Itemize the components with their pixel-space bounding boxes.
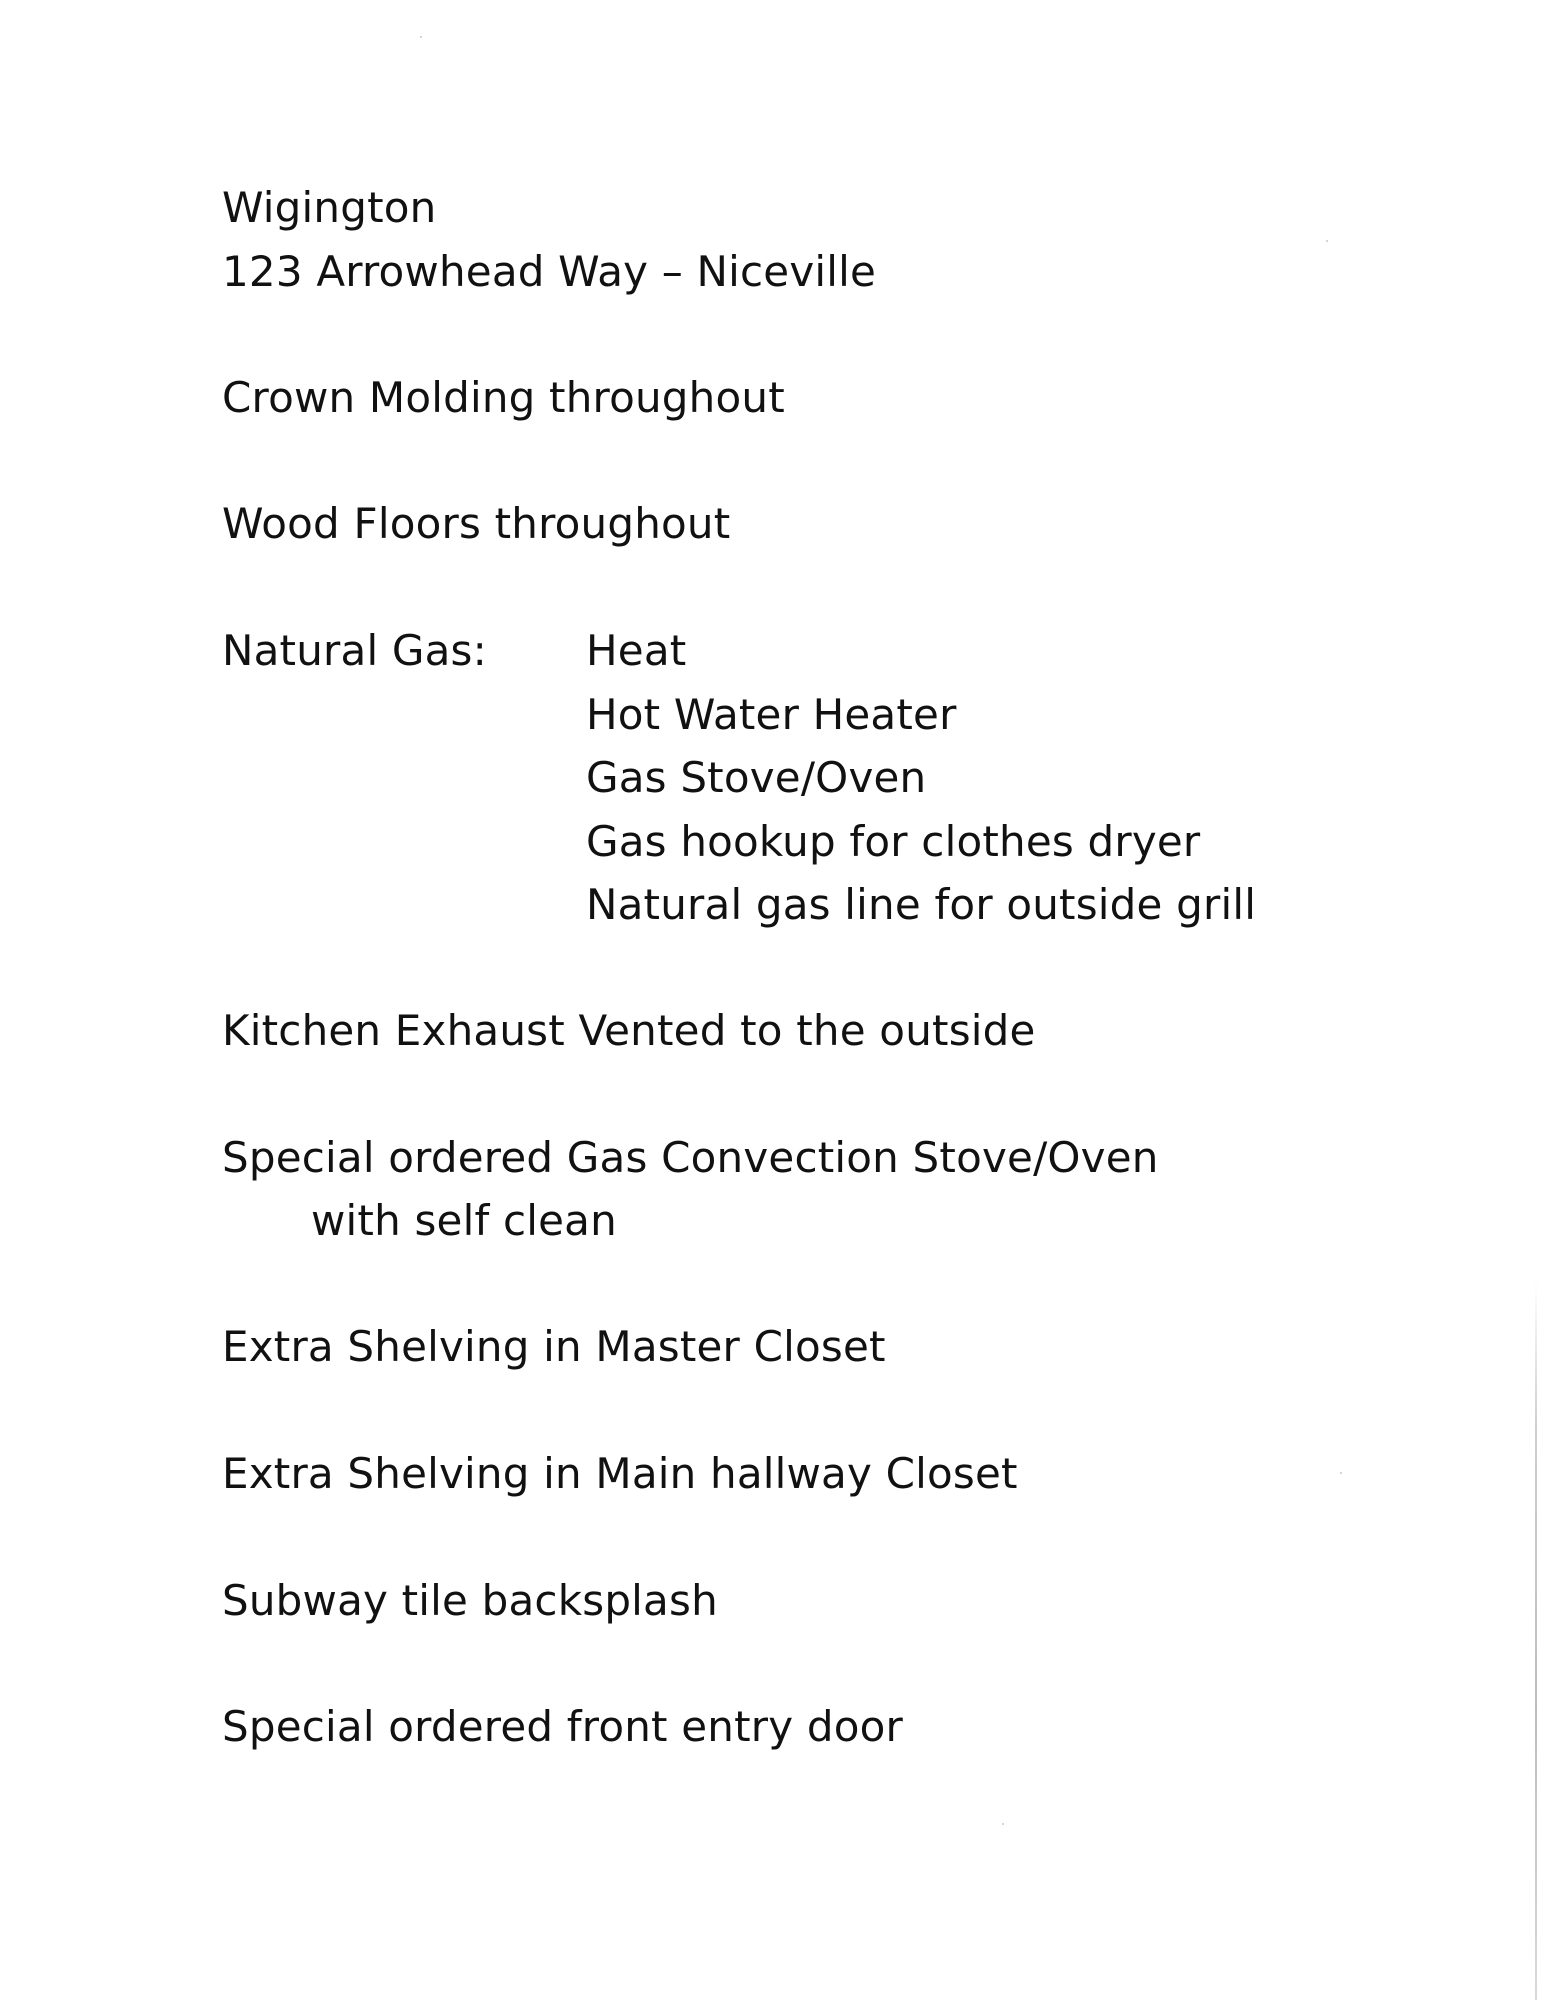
scan-speck <box>1340 1472 1342 1474</box>
feature-hallway-closet: Extra Shelving in Main hallway Closet <box>222 1449 1018 1498</box>
owner-name: Wigington <box>222 183 437 232</box>
scan-speck <box>1002 1823 1004 1825</box>
feature-front-door: Special ordered front entry door <box>222 1702 903 1751</box>
scan-speck <box>1326 240 1328 242</box>
natural-gas-item: Hot Water Heater <box>586 690 957 739</box>
scan-speck <box>420 36 422 38</box>
natural-gas-label: Natural Gas: <box>222 626 487 675</box>
feature-convection-stove: Special ordered Gas Convection Stove/Oven <box>222 1133 1159 1182</box>
property-address: 123 Arrowhead Way – Niceville <box>222 247 877 296</box>
feature-wood-floors: Wood Floors throughout <box>222 499 731 548</box>
natural-gas-item: Natural gas line for outside grill <box>586 880 1257 929</box>
scan-edge-mark <box>1535 1280 1537 2000</box>
feature-master-closet: Extra Shelving in Master Closet <box>222 1322 886 1371</box>
feature-crown-molding: Crown Molding throughout <box>222 373 785 422</box>
feature-kitchen-exhaust: Kitchen Exhaust Vented to the outside <box>222 1006 1036 1055</box>
natural-gas-item: Heat <box>586 626 687 675</box>
natural-gas-item: Gas hookup for clothes dryer <box>586 817 1201 866</box>
feature-convection-stove-continued: with self clean <box>311 1196 617 1245</box>
natural-gas-item: Gas Stove/Oven <box>586 753 927 802</box>
feature-backsplash: Subway tile backsplash <box>222 1576 718 1625</box>
